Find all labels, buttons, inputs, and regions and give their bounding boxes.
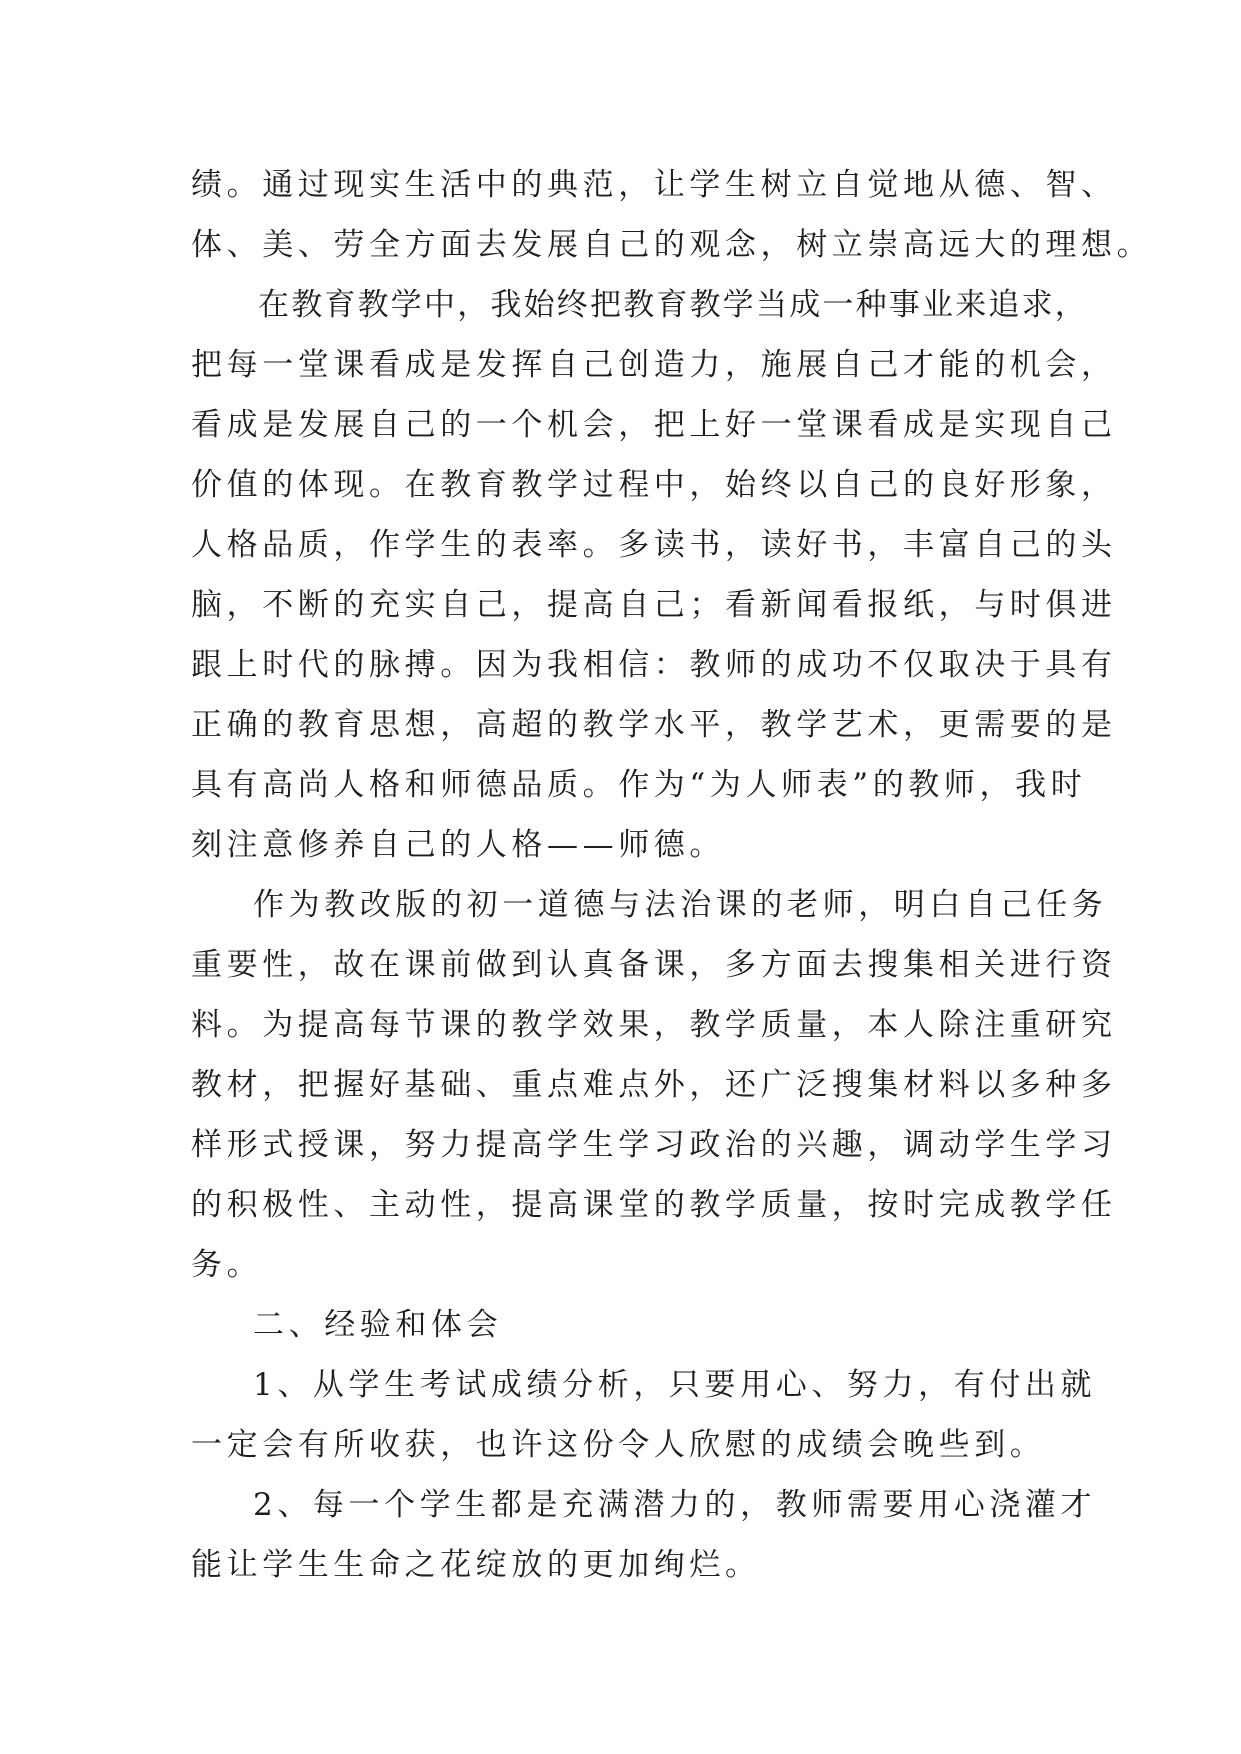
text-line: 一定会有所收获，也许这份令人欣慰的成绩会晚些到。 [191, 1427, 1046, 1463]
text-line: 跟上时代的脉搏。因为我相信：教师的成功不仅取决于具有 [191, 647, 1117, 683]
text-line: 刻注意修养自己的人格——师德。 [191, 827, 725, 863]
paragraph-start-line: 1、从学生考试成绩分析，只要用心、努力，有付出就 [253, 1367, 1097, 1403]
text-line: 脑，不断的充实自己，提高自己；看新闻看报纸，与时俱进 [191, 587, 1117, 623]
text-line: 体、美、劳全方面去发展自己的观念，树立崇高远大的理想。 [191, 227, 1153, 263]
text-line: 的积极性、主动性，提高课堂的教学质量，按时完成教学任 [191, 1187, 1117, 1223]
text-line: 价值的体现。在教育教学过程中，始终以自己的良好形象， [191, 467, 1117, 503]
text-line: 教材，把握好基础、重点难点外，还广泛搜集材料以多种多 [191, 1067, 1117, 1103]
text-line: 正确的教育思想，高超的教学水平，教学艺术，更需要的是 [191, 707, 1117, 743]
paragraph-start-line: 作为教改版的初一道德与法治课的老师，明白自己任务 [253, 887, 1108, 923]
text-line: 把每一堂课看成是发挥自己创造力，施展自己才能的机会， [191, 347, 1117, 383]
text-line: 务。 [191, 1247, 263, 1283]
text-line: 具有高尚人格和师德品质。作为“为人师表”的教师，我时 [191, 767, 1087, 803]
text-line: 能让学生生命之花绽放的更加绚烂。 [191, 1547, 761, 1583]
text-line: 人格品质，作学生的表率。多读书，读好书，丰富自己的头 [191, 527, 1117, 563]
text-line: 料。为提高每节课的教学效果，教学质量，本人除注重研究 [191, 1007, 1117, 1043]
text-line: 样形式授课，努力提高学生学习政治的兴趣，调动学生学习 [191, 1127, 1117, 1163]
paragraph-start-line: 2、每一个学生都是充满潜力的，教师需要用心浇灌才 [253, 1487, 1097, 1523]
text-line: 看成是发展自己的一个机会，把上好一堂课看成是实现自己 [191, 407, 1117, 443]
section-heading: 二、经验和体会 [253, 1307, 503, 1343]
text-line: 绩。通过现实生活中的典范，让学生树立自觉地从德、智、 [191, 167, 1117, 203]
text-line: 重要性，故在课前做到认真备课，多方面去搜集相关进行资 [191, 947, 1117, 983]
paragraph-start-line: 在教育教学中，我始终把教育教学当成一种事业来追求， [258, 287, 1088, 323]
